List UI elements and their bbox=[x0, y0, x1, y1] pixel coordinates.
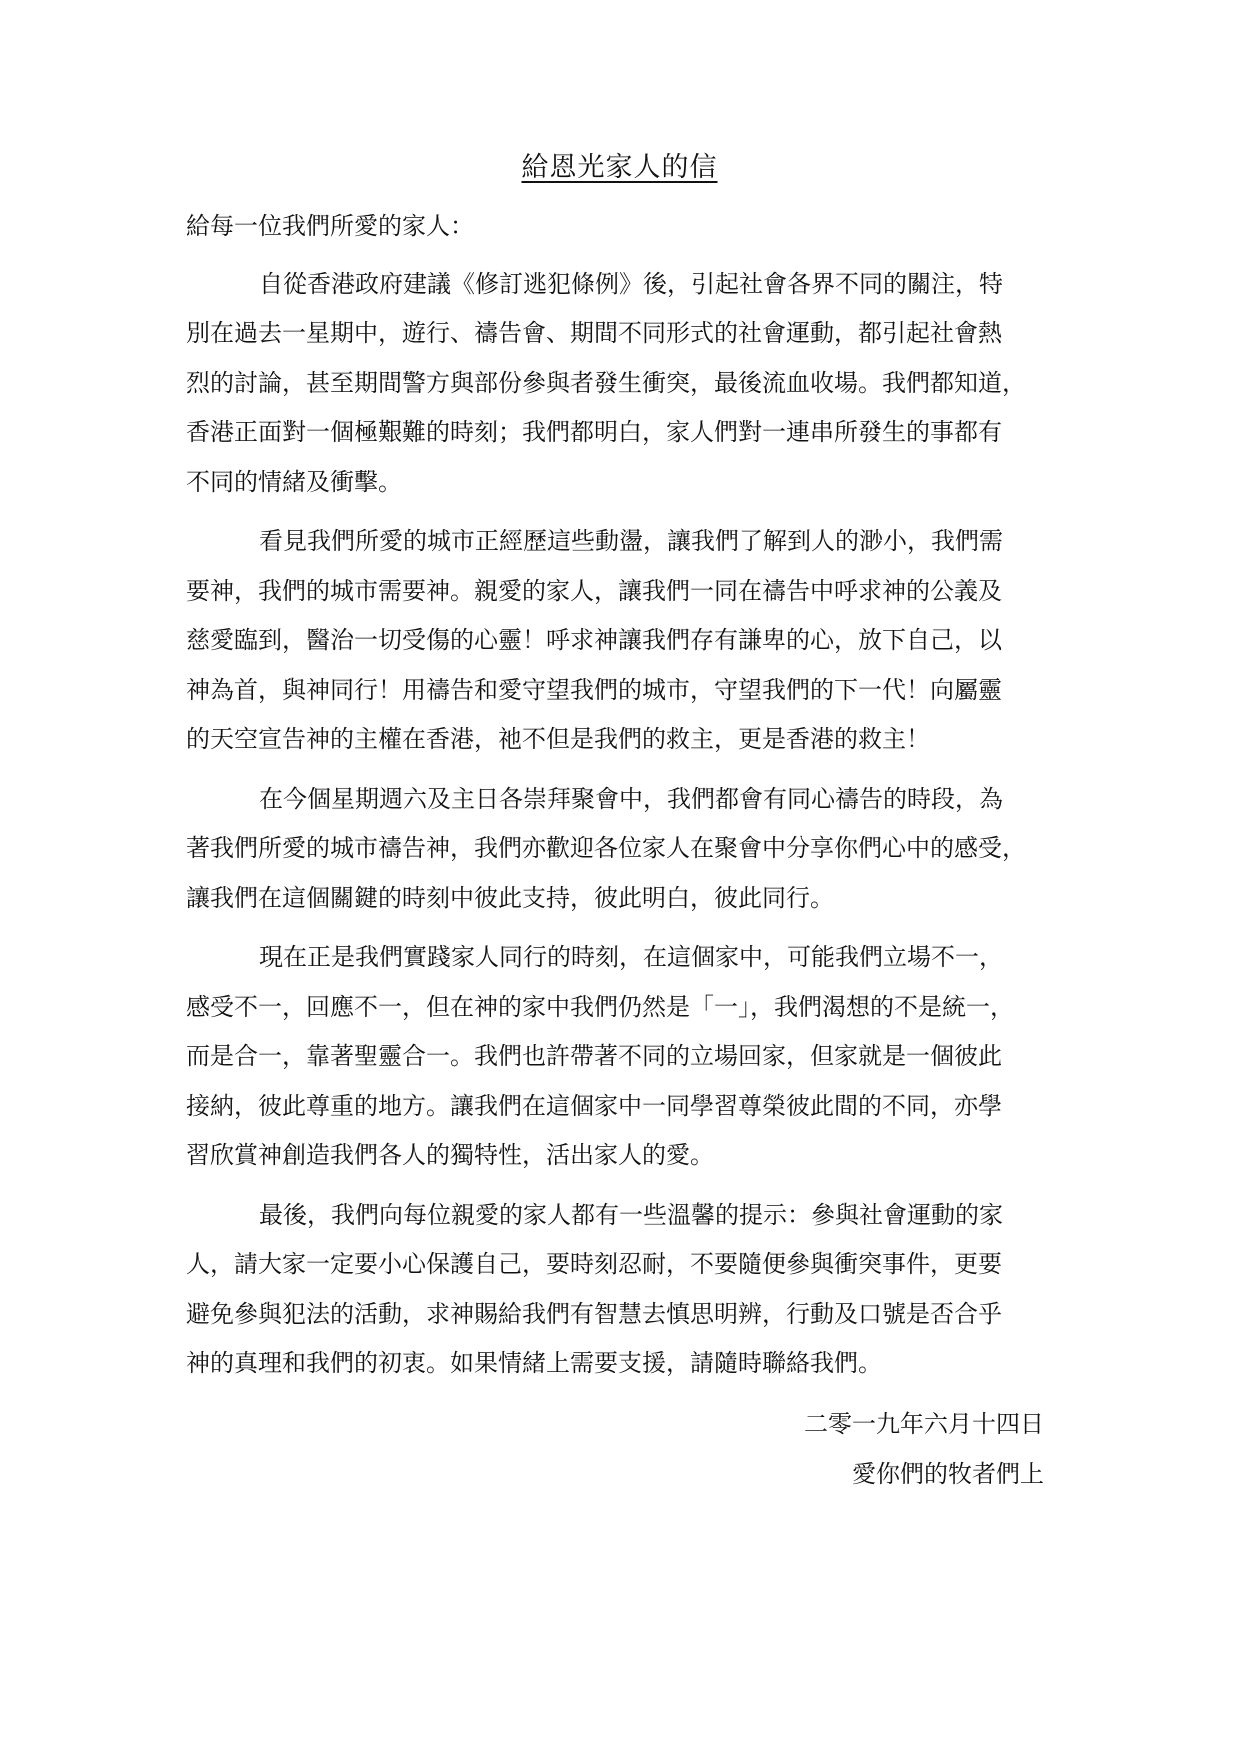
paragraph-2 bbox=[186, 517, 1048, 765]
paragraph-line: 感受不一，回應不一，但在神的家中我們仍然是「一」，我們渴想的不是統一， bbox=[186, 992, 1014, 1021]
paragraph-line: 神為首，與神同行！用禱告和愛守望我們的城市，守望我們的下一代！向屬靈 bbox=[186, 675, 1002, 704]
paragraph-line: 避免參與犯法的活動，求神賜給我們有智慧去慎思明辨，行動及口號是否合乎 bbox=[186, 1299, 1002, 1328]
paragraph-line: 讓我們在這個關鍵的時刻中彼此支持，彼此明白，彼此同行。 bbox=[186, 883, 834, 912]
paragraph-line: 的天空宣告神的主權在香港，祂不但是我們的救主，更是香港的救主！ bbox=[186, 725, 930, 753]
paragraph-line: 接納，彼此尊重的地方。讓我們在這個家中一同學習尊榮彼此間的不同，亦學 bbox=[186, 1091, 1002, 1120]
paragraph-3 bbox=[186, 775, 1048, 924]
paragraph-line: 要神，我們的城市需要神。親愛的家人，讓我們一同在禱告中呼求神的公義及 bbox=[186, 576, 1002, 605]
paragraph-line: 最後，我們向每位親愛的家人都有一些溫馨的提示：參與社會運動的家 bbox=[259, 1200, 1003, 1229]
letter-greeting: 給每一位我們所愛的家人： bbox=[186, 212, 474, 240]
paragraph-1 bbox=[186, 260, 1048, 508]
paragraph-line: 神的真理和我們的初衷。如果情緒上需要支援，請隨時聯絡我們。 bbox=[186, 1349, 882, 1377]
paragraph-line: 人，請大家一定要小心保護自己，要時刻忍耐，不要隨便參與衝突事件，更要 bbox=[186, 1250, 1002, 1278]
paragraph-line: 慈愛臨到，醫治一切受傷的心靈！呼求神讓我們存有謙卑的心，放下自己，以 bbox=[186, 626, 1002, 654]
paragraph-line: 自從香港政府建議《修訂逃犯條例》後，引起社會各界不同的關注，特 bbox=[259, 269, 1003, 298]
paragraph-line: 習欣賞神創造我們各人的獨特性，活出家人的愛。 bbox=[186, 1141, 714, 1169]
paragraph-line: 烈的討論，甚至期間警方與部份參與者發生衝突，最後流血收場。我們都知道， bbox=[186, 368, 1026, 397]
paragraph-line: 在今個星期週六及主日各崇拜聚會中，我們都會有同心禱告的時段，為 bbox=[259, 784, 1003, 813]
paragraph-line: 不同的情緒及衝擊。 bbox=[186, 467, 402, 496]
letter-title: 給恩光家人的信 bbox=[521, 152, 718, 183]
paragraph-line: 香港正面對一個極艱難的時刻；我們都明白，家人們對一連串所發生的事都有 bbox=[186, 418, 1002, 446]
paragraph-line: 而是合一，靠著聖靈合一。我們也許帶著不同的立場回家，但家就是一個彼此 bbox=[186, 1042, 1002, 1070]
letter-date: 二零一九年六月十四日 bbox=[804, 1409, 1044, 1438]
paragraph-line: 現在正是我們實踐家人同行的時刻，在這個家中，可能我們立場不一， bbox=[259, 943, 1003, 971]
paragraph-line: 看見我們所愛的城市正經歷這些動盪，讓我們了解到人的渺小，我們需 bbox=[259, 527, 1003, 555]
letter-body bbox=[186, 202, 1048, 1499]
paragraph-5 bbox=[186, 1191, 1048, 1389]
letter-closing bbox=[186, 1399, 1048, 1499]
letter-signature: 愛你們的牧者們上 bbox=[852, 1459, 1044, 1488]
paragraph-4 bbox=[186, 933, 1048, 1181]
paragraph-line: 著我們所愛的城市禱告神，我們亦歡迎各位家人在聚會中分享你們心中的感受， bbox=[186, 834, 1026, 862]
paragraph-line: 別在過去一星期中，遊行、禱告會、期間不同形式的社會運動，都引起社會熱 bbox=[186, 319, 1002, 347]
